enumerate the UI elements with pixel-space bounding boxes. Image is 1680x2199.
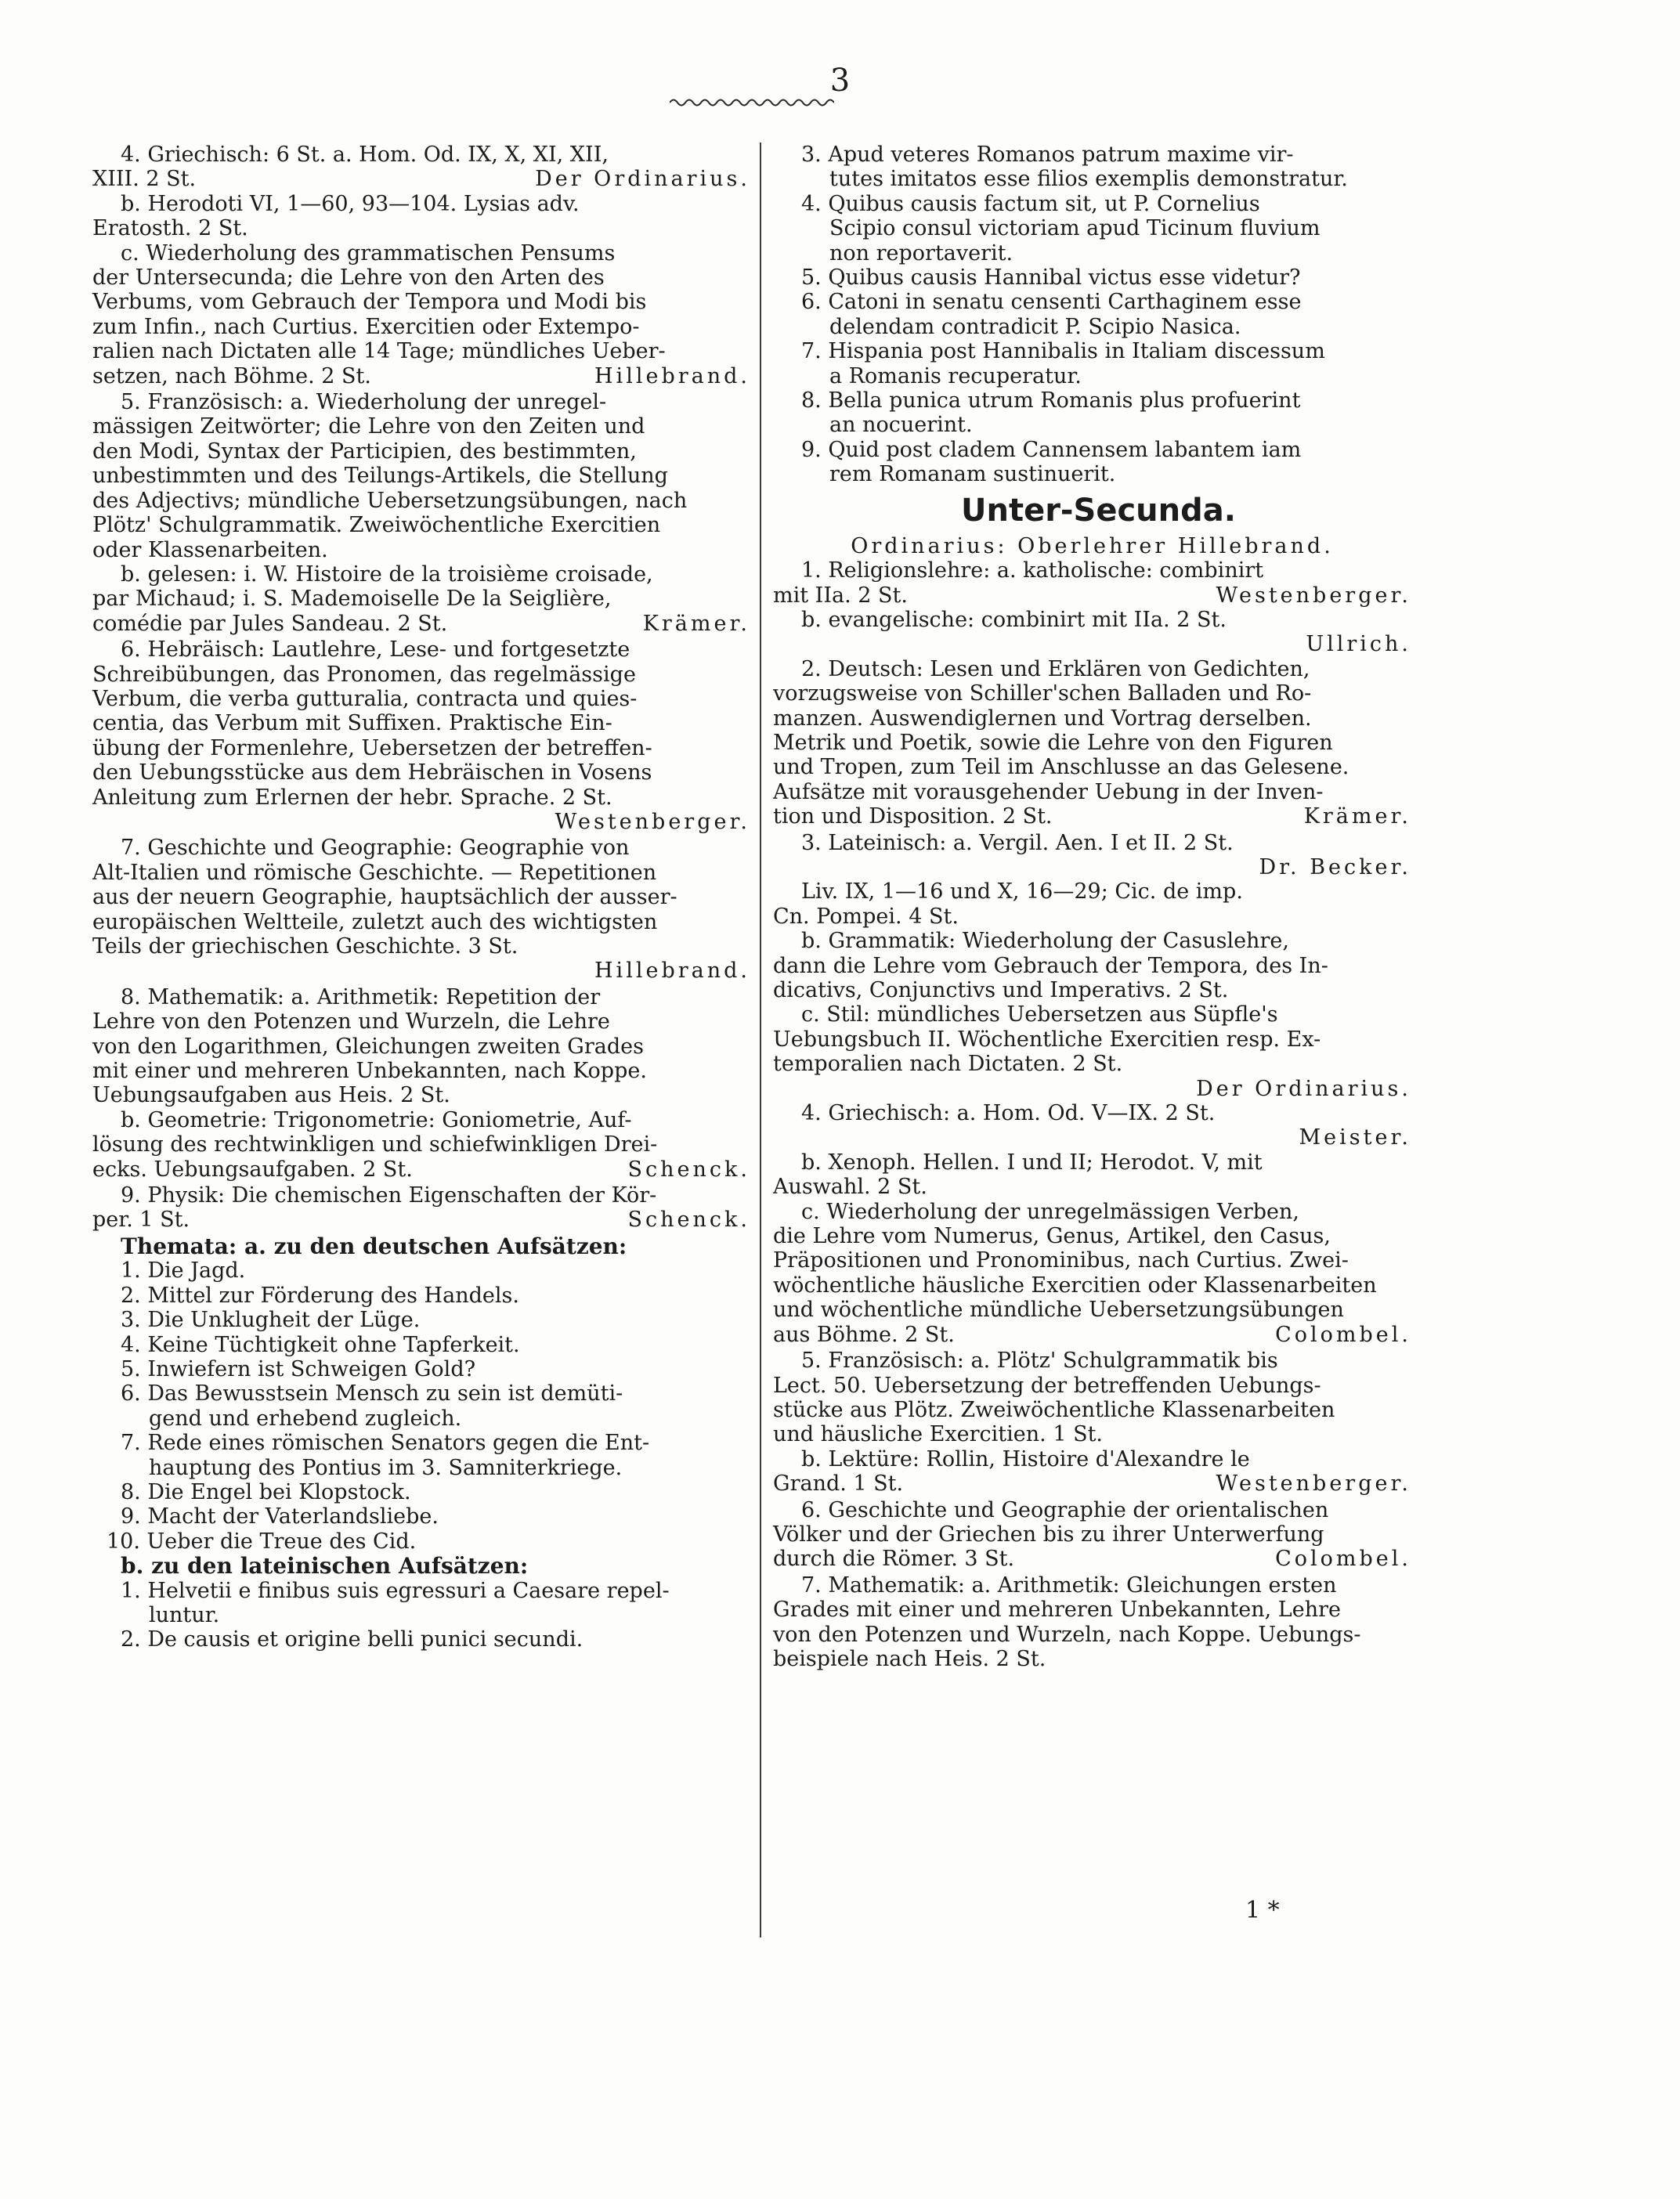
right-column	[773, 143, 1411, 1671]
text-line: lösung des rechtwinkligen und schiefwinkligen Drei-	[92, 1132, 658, 1157]
text-line: beispiele nach Heis. 2 St.	[773, 1646, 1046, 1671]
text-line: b. evangelische: combinirt mit IIa. 2 St.	[801, 607, 1227, 632]
text-line: 6. Hebräisch: Lautlehre, Lese- und fortgesetzte	[121, 637, 630, 663]
teacher-name: Colombel.	[1275, 1322, 1411, 1347]
column-divider	[760, 143, 761, 1937]
text-line: Uebungsbuch II. Wöchentliche Exercitien resp. Ex-	[773, 1027, 1321, 1052]
text-line: aus der neuern Geographie, hauptsächlich der ausser-	[92, 885, 677, 910]
text-line: b. gelesen: i. W. Histoire de la troisième croisade,	[121, 561, 653, 587]
text-line: mit IIa. 2 St. Westenberger.	[773, 583, 1411, 608]
text-line: 3. Lateinisch: a. Vergil. Aen. I et II. 2 St.	[801, 830, 1234, 855]
text-line: Verbum, die verba gutturalia, contracta und quies-	[92, 686, 638, 711]
text-line: b. Grammatik: Wiederholung der Casuslehre,	[801, 929, 1289, 954]
teacher-name: Westenberger.	[1216, 1471, 1411, 1497]
text-line: 2. Deutsch: Lesen und Erklären von Gedichten,	[801, 656, 1310, 681]
text-line: XIII. 2 St. Der Ordinarius.	[92, 167, 750, 192]
text-line: mässigen Zeitwörter; die Lehre von den Zeiten und	[92, 414, 645, 439]
teacher-name: Der Ordinarius.	[1196, 1076, 1411, 1101]
text-line: und wöchentliche mündliche Uebersetzungsübungen	[773, 1298, 1344, 1323]
text-line: b. Herodoti VI, 1—60, 93—104. Lysias adv.	[121, 191, 580, 216]
text-line: Anleitung zum Erlernen der hebr. Sprache. 2 St.	[92, 785, 612, 810]
list-item: 9. Macht der Vaterlandsliebe.	[121, 1504, 439, 1529]
text-line: europäischen Weltteile, zuletzt auch des wichtigsten	[92, 909, 658, 934]
ordinarius-line: Ordinarius: Oberlehrer Hillebrand.	[851, 533, 1334, 558]
list-item: hauptung des Pontius im 3. Samniterkriege.	[149, 1455, 623, 1480]
teacher-name: Westenberger.	[555, 809, 750, 834]
list-item: gend und erhebend zugleich.	[149, 1406, 462, 1431]
list-item: 4. Keine Tüchtigkeit ohne Tapferkeit.	[121, 1332, 520, 1357]
text-line: 5. Französisch: a. Plötz' Schulgrammatik bis	[801, 1349, 1278, 1374]
teacher-name: Schenck.	[627, 1157, 750, 1182]
teacher-name: Dr. Becker.	[1259, 854, 1411, 879]
text-line: ralien nach Dictaten alle 14 Tage; mündliches Ueber-	[92, 339, 666, 364]
text-line: par Michaud; i. S. Mademoiselle De la Seiglière,	[92, 587, 612, 612]
text-line: mit einer und mehreren Unbekannten, nach Koppe.	[92, 1059, 647, 1084]
text-line: von den Logarithmen, Gleichungen zweiten Grades	[92, 1034, 644, 1059]
list-item: 2. Mittel zur Förderung des Handels.	[121, 1283, 519, 1308]
list-item: 8. Die Engel bei Klopstock.	[121, 1479, 411, 1504]
text-line: manzen. Auswendiglernen und Vortrag derselben.	[773, 706, 1312, 731]
list-item: an nocuerint.	[829, 413, 973, 438]
page-number: 3	[829, 63, 851, 99]
text-line: per. 1 St. Schenck.	[92, 1208, 750, 1233]
text-line: Cn. Pompei. 4 St.	[773, 904, 959, 929]
text-line: Grades mit einer und mehreren Unbekannten, Lehre	[773, 1598, 1341, 1623]
text-line: Liv. IX, 1—16 und X, 16—29; Cic. de imp.	[801, 879, 1243, 905]
text-line: Schreibübungen, das Pronomen, das regelmässige	[92, 662, 636, 687]
list-item: a Romanis recuperatur.	[829, 363, 1082, 388]
list-item: 7. Rede eines römischen Senators gegen die Ent-	[121, 1431, 650, 1456]
text-line: 6. Geschichte und Geographie der orientalischen	[801, 1497, 1329, 1522]
text-line: Alt-Italien und römische Geschichte. — Repetitionen	[92, 860, 657, 885]
text-line: centia, das Verbum mit Suffixen. Praktische Ein-	[92, 711, 612, 736]
text-line: Aufsätze mit vorausgehender Uebung in der Inven-	[773, 779, 1324, 804]
list-item: 5. Inwiefern ist Schweigen Gold?	[121, 1356, 476, 1381]
text-line: des Adjectivs; mündliche Uebersetzungsübungen, nach	[92, 488, 688, 513]
text-line: und Tropen, zum Teil im Anschlusse an das Gelesene.	[773, 755, 1349, 780]
text-line: 5. Französisch: a. Wiederholung der unregel-	[121, 390, 607, 415]
text-line: setzen, nach Böhme. 2 St. Hillebrand.	[92, 363, 750, 388]
list-item: 1. Helvetii e finibus suis egressuri a Caesare repel-	[121, 1578, 670, 1603]
list-item: 1. Die Jagd.	[121, 1258, 246, 1284]
text-line: c. Wiederholung des grammatischen Pensums	[121, 240, 616, 265]
list-item: 7. Hispania post Hannibalis in Italiam discessum	[801, 339, 1325, 364]
text-line: übung der Formenlehre, Uebersetzen der betreffen-	[92, 735, 652, 760]
text-line: den Uebungsstücke aus dem Hebräischen in Vosens	[92, 760, 652, 785]
left-column	[92, 143, 750, 1652]
ornament-wave	[670, 97, 834, 108]
text-line: b. Geometrie: Trigonometrie: Goniometrie, Auf-	[121, 1107, 632, 1132]
themata-heading: Themata: a. zu den deutschen Aufsätzen:	[121, 1233, 627, 1259]
list-item: tutes imitatos esse filios exemplis demonstratur.	[829, 167, 1348, 192]
text-line: c. Wiederholung der unregelmässigen Verben,	[801, 1199, 1300, 1224]
section-title: Unter-Secunda.	[961, 492, 1236, 529]
text-line: aus Böhme. 2 St. Colombel.	[773, 1322, 1411, 1347]
list-item: 6. Catoni in senatu censenti Carthaginem esse	[801, 290, 1302, 315]
text-line: 4. Griechisch: 6 St. a. Hom. Od. IX, X, XI, XII,	[121, 143, 609, 167]
text-line: temporalien nach Dictaten. 2 St.	[773, 1052, 1123, 1077]
text-line: unbestimmten und des Teilungs-Artikels, die Stellung	[92, 464, 668, 489]
list-item: rem Romanam sustinuerit.	[829, 462, 1116, 487]
teacher-name: Hillebrand.	[594, 363, 750, 388]
teacher-name: Colombel.	[1275, 1547, 1411, 1572]
text-line: oder Klassenarbeiten.	[92, 537, 328, 562]
list-item: Scipio consul victoriam apud Ticinum fluvium	[829, 216, 1321, 241]
text-line: comédie par Jules Sandeau. 2 St. Krämer.	[92, 611, 750, 636]
text-line: b. Lektüre: Rollin, Histoire d'Alexandre le	[801, 1446, 1250, 1471]
text-line: und häusliche Exercitien. 1 St.	[773, 1422, 1104, 1447]
text-line: 1. Religionslehre: a. katholische: combinirt	[801, 558, 1264, 583]
teacher-name: Krämer.	[1303, 804, 1411, 829]
text-line: Grand. 1 St. Westenberger.	[773, 1471, 1411, 1497]
list-item: 4. Quibus causis factum sit, ut P. Cornelius	[801, 191, 1260, 216]
text-line: stücke aus Plötz. Zweiwöchentliche Klassenarbeiten	[773, 1397, 1335, 1422]
text-line: 9. Physik: Die chemischen Eigenschaften der Kör-	[121, 1183, 657, 1208]
text-line: 7. Geschichte und Geographie: Geographie von	[121, 836, 630, 861]
teacher-name: Der Ordinarius.	[535, 167, 750, 192]
text-line: tion und Disposition. 2 St. Krämer.	[773, 804, 1411, 829]
text-line: Eratosth. 2 St.	[92, 216, 248, 241]
text-line: den Modi, Syntax der Participien, des bestimmten,	[92, 439, 637, 464]
text-line: zum Infin., nach Curtius. Exercitien oder Extempo-	[92, 314, 640, 339]
text-line: Uebungsaufgaben aus Heis. 2 St.	[92, 1083, 450, 1108]
text-line: dann die Lehre vom Gebrauch der Tempora, des In-	[773, 953, 1328, 978]
text-line: Lect. 50. Uebersetzung der betreffenden Uebungs-	[773, 1373, 1321, 1398]
list-item: 10. Ueber die Treue des Cid.	[107, 1529, 417, 1554]
text-line: Teils der griechischen Geschichte. 3 St.	[92, 934, 518, 959]
text-line: von den Potenzen und Wurzeln, nach Koppe. Uebungs-	[773, 1622, 1361, 1647]
text-line: Plötz' Schulgrammatik. Zweiwöchentliche Exercitien	[92, 513, 661, 538]
text-line: c. Stil: mündliches Uebersetzen aus Süpfle's	[801, 1002, 1278, 1027]
list-item: 9. Quid post cladem Cannensem labantem iam	[801, 437, 1302, 462]
text-line: Verbums, vom Gebrauch der Tempora und Modi bis	[92, 290, 647, 315]
text-line: Auswahl. 2 St.	[773, 1175, 927, 1200]
list-item: luntur.	[149, 1602, 220, 1627]
teacher-name: Krämer.	[642, 611, 750, 636]
text-line: wöchentliche häusliche Exercitien oder Klassenarbeiten	[773, 1273, 1377, 1298]
list-item: 3. Apud veteres Romanos patrum maxime vir-	[801, 143, 1294, 167]
text-line: 4. Griechisch: a. Hom. Od. V—IX. 2 St.	[801, 1101, 1216, 1126]
list-item: 6. Das Bewusstsein Mensch zu sein ist demüti-	[121, 1381, 623, 1406]
list-item: 3. Die Unklugheit der Lüge.	[121, 1308, 421, 1333]
teacher-name: Ullrich.	[1306, 632, 1411, 657]
text-line: Völker und der Griechen bis zu ihrer Unterwerfung	[773, 1522, 1324, 1547]
sheet-signature: 1 *	[1245, 1897, 1280, 1924]
teacher-name: Westenberger.	[1216, 583, 1411, 608]
text-line: b. Xenoph. Hellen. I und II; Herodot. V, mit	[801, 1150, 1263, 1175]
text-line: Metrik und Poetik, sowie die Lehre von den Figuren	[773, 730, 1333, 755]
list-item: 5. Quibus causis Hannibal victus esse videtur?	[801, 265, 1301, 291]
text-line: ecks. Uebungsaufgaben. 2 St. Schenck.	[92, 1157, 750, 1182]
teacher-name: Meister.	[1299, 1125, 1411, 1150]
text-line: 8. Mathematik: a. Arithmetik: Repetition der	[121, 984, 601, 1009]
list-item: 8. Bella punica utrum Romanis plus profuerint	[801, 388, 1301, 413]
list-item: 2. De causis et origine belli punici secundi.	[121, 1627, 583, 1652]
latin-themata-heading: b. zu den lateinischen Aufsätzen:	[121, 1553, 529, 1580]
list-item: non reportaverit.	[829, 240, 1013, 265]
text-line: vorzugsweise von Schiller'schen Balladen und Ro-	[773, 681, 1312, 706]
text-line: durch die Römer. 3 St. Colombel.	[773, 1547, 1411, 1572]
teacher-name: Hillebrand.	[594, 959, 750, 984]
text-line: der Untersecunda; die Lehre von den Arten des	[92, 265, 605, 291]
text-line: Lehre von den Potenzen und Wurzeln, die Lehre	[92, 1009, 610, 1035]
text-line: die Lehre vom Numerus, Genus, Artikel, den Casus,	[773, 1224, 1331, 1249]
list-item: delendam contradicit P. Scipio Nasica.	[829, 314, 1241, 339]
text-line: 7. Mathematik: a. Arithmetik: Gleichungen ersten	[801, 1573, 1337, 1598]
teacher-name: Schenck.	[627, 1208, 750, 1233]
text-line: Präpositionen und Pronominibus, nach Curtius. Zwei-	[773, 1248, 1349, 1273]
text-line: dicativs, Conjunctivs und Imperativs. 2 St.	[773, 978, 1229, 1002]
